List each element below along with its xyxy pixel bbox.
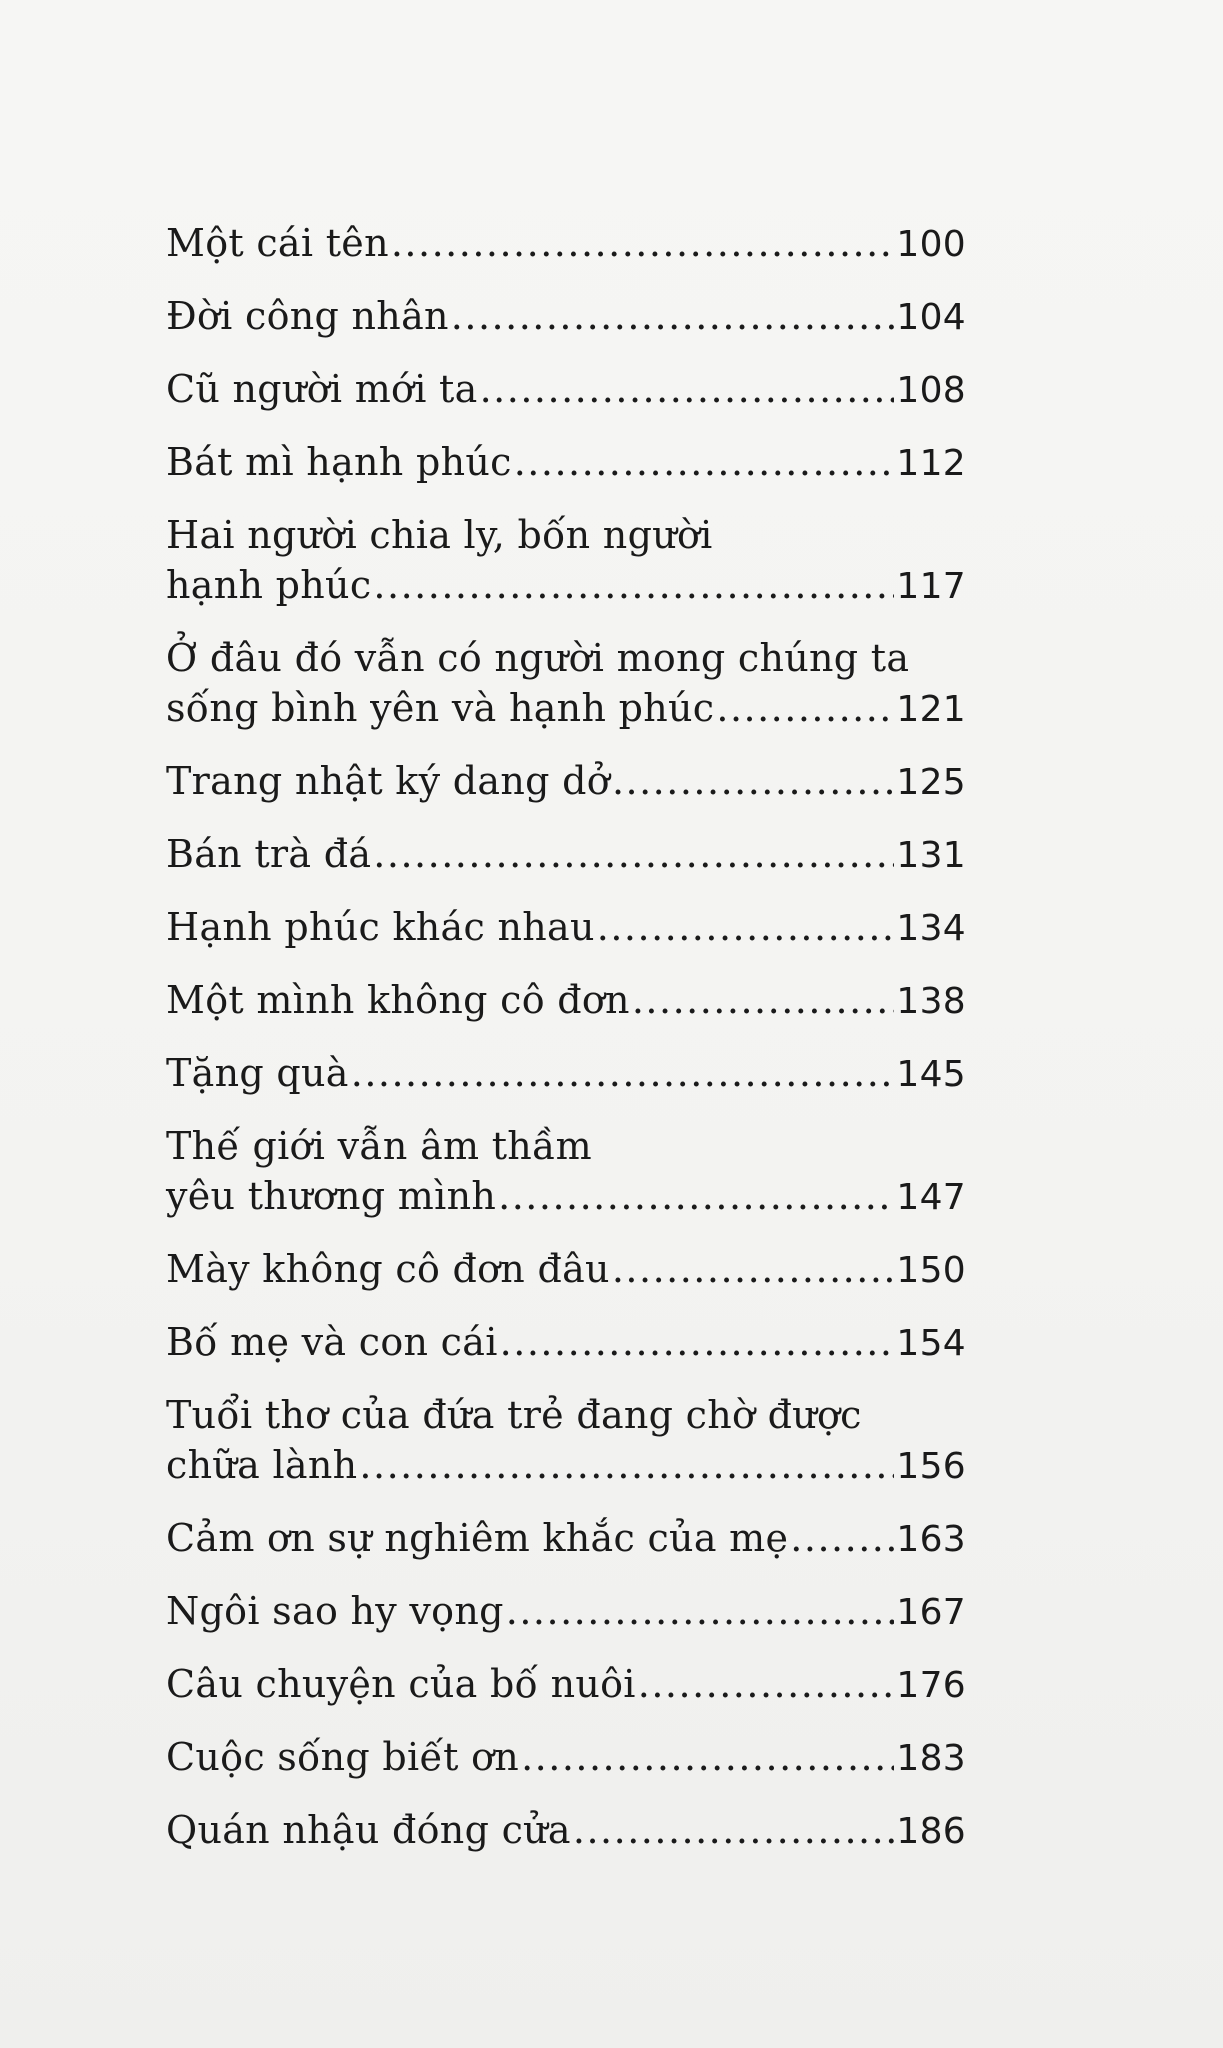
toc-entry-title: Cảm ơn sự nghiêm khắc của mẹ [166, 1516, 789, 1560]
toc-entry [166, 1586, 966, 1638]
toc-entry [166, 1317, 966, 1369]
toc-entry [166, 975, 966, 1027]
dot-leader [612, 756, 894, 806]
toc-entry-title: Tặng quà [166, 1051, 349, 1095]
dot-leader [790, 1513, 894, 1563]
toc-entry-page: 131 [896, 835, 966, 876]
toc-entry-page: 121 [896, 689, 966, 730]
toc-entry-first-line: Ở đâu đó vẫn có người mong chúng ta [166, 636, 910, 680]
toc-entry-first-line: Hai người chia ly, bốn người [166, 513, 713, 557]
toc-entry-title: Trang nhật ký dang dở [166, 759, 610, 803]
toc-entry [166, 1244, 966, 1296]
toc-entry-page: 186 [896, 1811, 966, 1852]
toc-entry [166, 510, 966, 612]
toc-entry-page: 138 [896, 981, 966, 1022]
dot-leader [506, 1586, 895, 1636]
dot-leader [500, 1317, 895, 1367]
toc-entry-page: 147 [896, 1177, 966, 1218]
toc-entry-page: 156 [896, 1446, 966, 1487]
toc-entry-title: Câu chuyện của bố nuôi [166, 1662, 636, 1706]
dot-leader [632, 975, 895, 1025]
dot-leader [480, 364, 895, 414]
toc-entry-page: 108 [896, 370, 966, 411]
toc-entry [166, 218, 966, 270]
toc-entry-title: Cuộc sống biết ơn [166, 1735, 520, 1779]
toc-entry-title: Bố mẹ và con cái [166, 1320, 498, 1364]
toc-entry-first-line: Thế giới vẫn âm thầm [166, 1124, 593, 1168]
dot-leader [351, 1048, 895, 1098]
toc-entry [166, 1659, 966, 1711]
toc-entry-page: 176 [896, 1665, 966, 1706]
dot-leader [638, 1659, 895, 1709]
toc-entry-page: 125 [896, 762, 966, 803]
toc-entry [166, 1513, 966, 1565]
toc-entry [166, 1121, 966, 1223]
toc-entry-title: Hạnh phúc khác nhau [166, 905, 595, 949]
dot-leader [597, 902, 895, 952]
dot-leader [451, 291, 895, 341]
toc-entry-page: 163 [896, 1519, 966, 1560]
toc-entry-title: hạnh phúc [166, 563, 372, 607]
toc-entry-title: Một cái tên [166, 221, 389, 265]
toc-entry-title: yêu thương mình [166, 1174, 497, 1218]
toc-entry-page: 100 [896, 224, 966, 265]
toc-entry-title: Đời công nhân [166, 294, 449, 338]
dot-leader [373, 829, 894, 879]
toc-entry-title: Cũ người mới ta [166, 367, 478, 411]
toc-entry [166, 1805, 966, 1857]
toc-entry [166, 1390, 966, 1492]
toc-entry-page: 183 [896, 1738, 966, 1779]
toc-entry-title: Ngôi sao hy vọng [166, 1589, 504, 1633]
dot-leader [514, 437, 895, 487]
toc-entry-page: 112 [896, 443, 966, 484]
toc-entry [166, 633, 966, 735]
toc-entry [166, 1732, 966, 1784]
toc-entry [166, 364, 966, 416]
toc-entry-page: 150 [896, 1250, 966, 1291]
toc-entry-title: Mày không cô đơn đâu [166, 1247, 610, 1291]
dot-leader [521, 1732, 894, 1782]
dot-leader [573, 1805, 894, 1855]
toc-entry-first-line: Tuổi thơ của đứa trẻ đang chờ được [166, 1393, 862, 1437]
toc-entry-page: 117 [896, 566, 966, 607]
toc-entry [166, 829, 966, 881]
toc-entry [166, 756, 966, 808]
toc-entry [166, 437, 966, 489]
toc-entry [166, 291, 966, 343]
dot-leader [612, 1244, 895, 1294]
dot-leader [373, 560, 894, 610]
toc-entry-page: 145 [896, 1054, 966, 1095]
toc-entry-title: Quán nhậu đóng cửa [166, 1808, 571, 1852]
toc-entry-page: 154 [896, 1323, 966, 1364]
dot-leader [391, 218, 895, 268]
toc-entry-page: 167 [896, 1592, 966, 1633]
toc-entry-page: 134 [896, 908, 966, 949]
toc-entry-title: sống bình yên và hạnh phúc [166, 686, 715, 730]
toc-entry-title: Bát mì hạnh phúc [166, 440, 512, 484]
toc-entry [166, 902, 966, 954]
toc-entry-title: Bán trà đá [166, 832, 372, 876]
dot-leader [359, 1440, 894, 1490]
dot-leader [716, 683, 894, 733]
toc-entry-page: 104 [896, 297, 966, 338]
dot-leader [498, 1171, 894, 1221]
toc-entry [166, 1048, 966, 1100]
table-of-contents [166, 218, 966, 1878]
toc-entry-title: Một mình không cô đơn [166, 978, 630, 1022]
toc-entry-title: chữa lành [166, 1443, 358, 1487]
